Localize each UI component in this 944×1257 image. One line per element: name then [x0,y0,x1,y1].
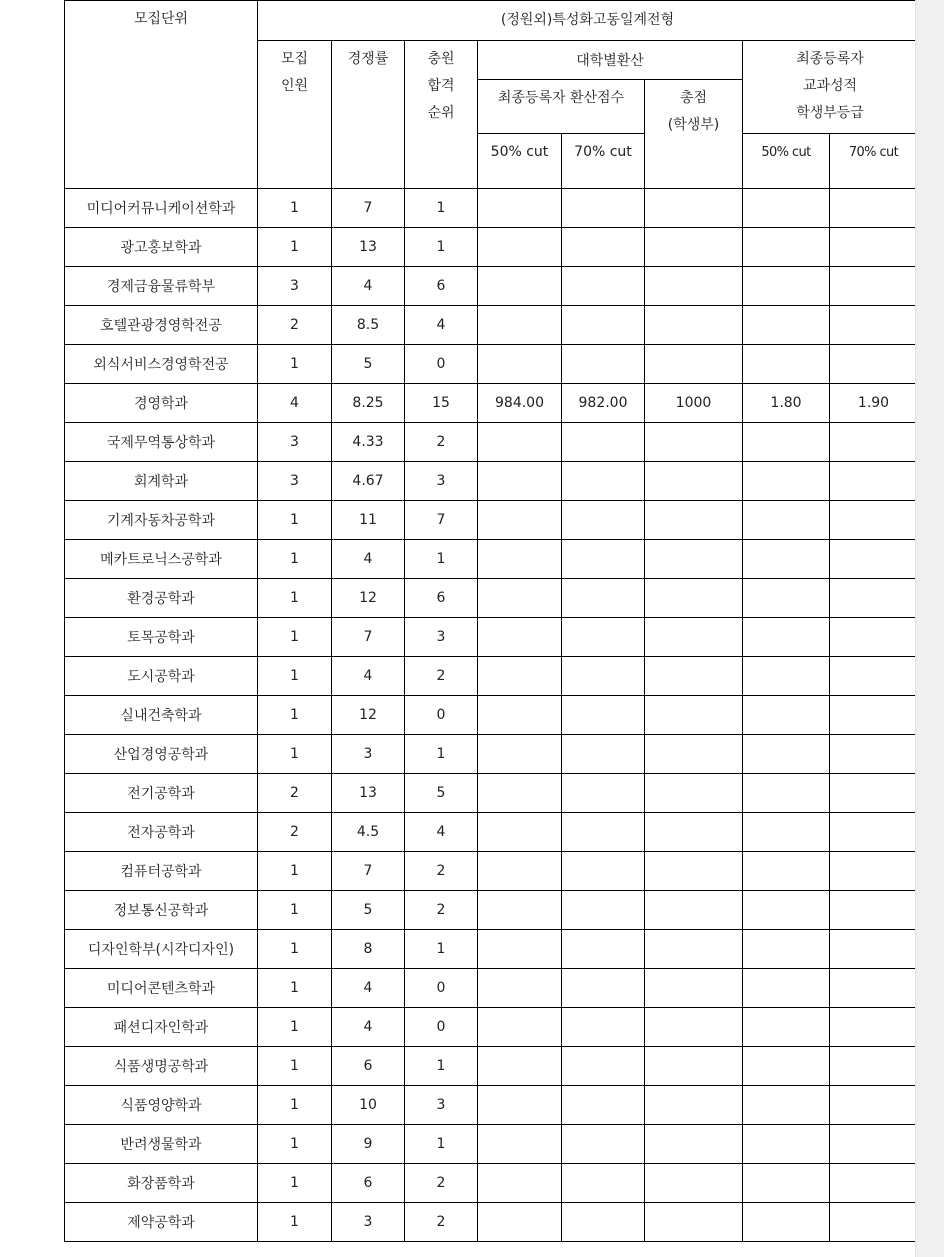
cell-score50 [478,618,562,657]
header-quota: 모집 인원 [258,41,332,189]
cell-grade50 [743,1125,830,1164]
cell-competition: 4 [332,267,405,306]
cell-competition: 6 [332,1047,405,1086]
cell-score50 [478,813,562,852]
header-competition: 경쟁률 [332,41,405,189]
cell-total [645,1164,743,1203]
cell-competition: 13 [332,774,405,813]
cell-grade70 [830,618,918,657]
cell-grade50: 1.80 [743,384,830,423]
cell-score70 [562,657,645,696]
table-row [65,501,918,540]
cell-score70 [562,1086,645,1125]
cell-score70 [562,735,645,774]
cell-waitlist: 4 [405,306,478,345]
cell-waitlist: 0 [405,1008,478,1047]
cell-waitlist: 2 [405,657,478,696]
cell-competition: 7 [332,189,405,228]
cell-grade50 [743,969,830,1008]
cell-grade50 [743,579,830,618]
cell-score70 [562,1008,645,1047]
cell-waitlist: 0 [405,696,478,735]
cell-waitlist: 1 [405,930,478,969]
cell-waitlist: 5 [405,774,478,813]
cell-total [645,540,743,579]
cell-grade70 [830,891,918,930]
cell-grade70 [830,306,918,345]
cell-grade70 [830,501,918,540]
table-row [65,696,918,735]
cell-grade50 [743,813,830,852]
cell-quota: 1 [258,1203,332,1242]
cell-unit: 경영학과 [65,384,258,423]
cell-competition: 7 [332,618,405,657]
cell-unit: 전자공학과 [65,813,258,852]
cell-unit: 미디어커뮤니케이션학과 [65,189,258,228]
cell-total [645,1086,743,1125]
cell-waitlist: 4 [405,813,478,852]
cell-grade70 [830,1164,918,1203]
cell-score50 [478,969,562,1008]
cell-quota: 1 [258,228,332,267]
header-grade-cut50: 50% cut [743,134,830,189]
cell-score70 [562,813,645,852]
cell-quota: 1 [258,657,332,696]
table-row [65,189,918,228]
cell-unit: 회계학과 [65,462,258,501]
cell-quota: 4 [258,384,332,423]
cell-competition: 3 [332,735,405,774]
cell-total [645,891,743,930]
cell-competition: 8 [332,930,405,969]
cell-grade70 [830,930,918,969]
cell-waitlist: 0 [405,345,478,384]
cell-grade70 [830,1203,918,1242]
cell-grade50 [743,228,830,267]
header-univ-conversion: 대학별환산 [478,41,743,80]
cell-score50 [478,696,562,735]
cell-waitlist: 1 [405,1125,478,1164]
cell-competition: 4 [332,540,405,579]
cell-grade50 [743,501,830,540]
cell-total [645,735,743,774]
cell-quota: 1 [258,930,332,969]
cell-competition: 10 [332,1086,405,1125]
cell-unit: 화장품학과 [65,1164,258,1203]
cell-grade50 [743,657,830,696]
cell-score50 [478,657,562,696]
header-total-score: 총점 (학생부) [645,80,743,189]
cell-unit: 컴퓨터공학과 [65,852,258,891]
cell-grade70 [830,969,918,1008]
cell-grade50 [743,189,830,228]
cell-grade50 [743,1047,830,1086]
cell-score70 [562,423,645,462]
cell-score50 [478,579,562,618]
cell-quota: 3 [258,423,332,462]
cell-total [645,462,743,501]
table-row [65,891,918,930]
cell-waitlist: 2 [405,891,478,930]
cell-score50 [478,774,562,813]
cell-score50 [478,228,562,267]
cell-score70: 982.00 [562,384,645,423]
cell-grade70 [830,228,918,267]
cell-waitlist: 3 [405,462,478,501]
cell-score70 [562,1125,645,1164]
cell-unit: 식품영양학과 [65,1086,258,1125]
cell-grade70 [830,423,918,462]
cell-grade50 [743,891,830,930]
header-final-converted-score: 최종등록자 환산점수 [478,80,645,134]
table-row [65,657,918,696]
cell-quota: 1 [258,1086,332,1125]
cell-waitlist: 15 [405,384,478,423]
cell-competition: 12 [332,696,405,735]
cell-total [645,345,743,384]
cell-unit: 반려생물학과 [65,1125,258,1164]
cell-waitlist: 2 [405,852,478,891]
cell-competition: 6 [332,1164,405,1203]
cell-score50 [478,462,562,501]
cell-total [645,774,743,813]
cell-grade70 [830,1086,918,1125]
cell-grade50 [743,345,830,384]
cell-quota: 1 [258,345,332,384]
cell-total [645,1047,743,1086]
cell-unit: 광고홍보학과 [65,228,258,267]
cell-competition: 5 [332,891,405,930]
cell-score70 [562,462,645,501]
cell-unit: 외식서비스경영학전공 [65,345,258,384]
table-row [65,228,918,267]
cell-score70 [562,579,645,618]
cell-grade70: 1.90 [830,384,918,423]
cell-competition: 9 [332,1125,405,1164]
cell-quota: 1 [258,1164,332,1203]
cell-waitlist: 6 [405,579,478,618]
header-score-cut70: 70% cut [562,134,645,189]
cell-grade70 [830,852,918,891]
cell-unit: 제약공학과 [65,1203,258,1242]
cell-score50 [478,891,562,930]
cell-total [645,618,743,657]
cell-quota: 1 [258,696,332,735]
cell-competition: 7 [332,852,405,891]
cell-quota: 1 [258,735,332,774]
cell-waitlist: 1 [405,1047,478,1086]
table-body [65,189,918,1242]
table-row [65,1164,918,1203]
cell-unit: 메카트로닉스공학과 [65,540,258,579]
cell-quota: 1 [258,1125,332,1164]
cell-quota: 1 [258,1008,332,1047]
header-admission-type: (정원외)특성화고동일계전형 [258,1,918,41]
cell-competition: 3 [332,1203,405,1242]
cell-score50 [478,852,562,891]
cell-grade70 [830,1008,918,1047]
cell-competition: 4 [332,657,405,696]
cell-competition: 13 [332,228,405,267]
cell-competition: 12 [332,579,405,618]
cell-grade50 [743,735,830,774]
cell-score70 [562,1164,645,1203]
cell-grade70 [830,774,918,813]
cell-waitlist: 3 [405,1086,478,1125]
cell-total [645,852,743,891]
cell-grade70 [830,579,918,618]
cell-total [645,189,743,228]
cell-score50 [478,1203,562,1242]
cell-total [645,1008,743,1047]
cell-total [645,813,743,852]
cell-total [645,306,743,345]
cell-unit: 정보통신공학과 [65,891,258,930]
table-row [65,1008,918,1047]
cell-score70 [562,852,645,891]
cell-unit: 호텔관광경영학전공 [65,306,258,345]
header-final-grade: 최종등록자 교과성적 학생부등급 [743,41,918,134]
cell-competition: 4.67 [332,462,405,501]
cell-total [645,930,743,969]
scrollbar-track[interactable] [915,0,930,1257]
cell-score70 [562,189,645,228]
cell-competition: 5 [332,345,405,384]
table-row [65,1203,918,1242]
cell-unit: 디자인학부(시각디자인) [65,930,258,969]
cell-competition: 11 [332,501,405,540]
table-row [65,306,918,345]
cell-quota: 2 [258,813,332,852]
cell-total [645,501,743,540]
cell-unit: 미디어콘텐츠학과 [65,969,258,1008]
cell-score50 [478,189,562,228]
cell-quota: 1 [258,501,332,540]
cell-grade70 [830,345,918,384]
cell-unit: 산업경영공학과 [65,735,258,774]
table-row [65,1047,918,1086]
cell-unit: 식품생명공학과 [65,1047,258,1086]
table-row [65,345,918,384]
cell-total: 1000 [645,384,743,423]
cell-competition: 4 [332,1008,405,1047]
table-row [65,1125,918,1164]
cell-unit: 실내건축학과 [65,696,258,735]
cell-score70 [562,501,645,540]
cell-grade70 [830,189,918,228]
table-row [65,969,918,1008]
cell-quota: 1 [258,189,332,228]
table-header [65,1,918,189]
cell-score70 [562,696,645,735]
cell-grade50 [743,1008,830,1047]
header-score-cut50: 50% cut [478,134,562,189]
cell-unit: 도시공학과 [65,657,258,696]
cell-score50: 984.00 [478,384,562,423]
cell-competition: 8.25 [332,384,405,423]
cell-score50 [478,345,562,384]
cell-score50 [478,423,562,462]
cell-waitlist: 7 [405,501,478,540]
cell-quota: 1 [258,1047,332,1086]
cell-grade70 [830,1125,918,1164]
cell-waitlist: 3 [405,618,478,657]
cell-grade70 [830,813,918,852]
cell-grade70 [830,657,918,696]
cell-score70 [562,306,645,345]
cell-waitlist: 0 [405,969,478,1008]
cell-quota: 3 [258,267,332,306]
cell-grade50 [743,1086,830,1125]
cell-waitlist: 2 [405,1203,478,1242]
cell-quota: 2 [258,774,332,813]
cell-score50 [478,1164,562,1203]
table-row [65,579,918,618]
cell-score70 [562,774,645,813]
cell-total [645,657,743,696]
table-row [65,462,918,501]
cell-score50 [478,540,562,579]
table-row [65,267,918,306]
cell-score70 [562,1203,645,1242]
cell-waitlist: 1 [405,189,478,228]
cell-competition: 4.33 [332,423,405,462]
admissions-results-table [64,0,918,1242]
cell-grade50 [743,1164,830,1203]
cell-score50 [478,1125,562,1164]
cell-score50 [478,1086,562,1125]
header-unit: 모집단위 [65,1,258,189]
cell-score70 [562,969,645,1008]
cell-score50 [478,1047,562,1086]
cell-unit: 전기공학과 [65,774,258,813]
table-row [65,813,918,852]
header-waitlist: 충원 합격 순위 [405,41,478,189]
cell-grade70 [830,462,918,501]
cell-total [645,696,743,735]
cell-quota: 1 [258,852,332,891]
cell-total [645,267,743,306]
cell-quota: 2 [258,306,332,345]
cell-total [645,969,743,1008]
cell-waitlist: 2 [405,423,478,462]
cell-unit: 기계자동차공학과 [65,501,258,540]
table-row [65,384,918,423]
cell-score50 [478,501,562,540]
cell-unit: 국제무역통상학과 [65,423,258,462]
cell-total [645,579,743,618]
cell-grade70 [830,696,918,735]
cell-grade50 [743,540,830,579]
cell-grade50 [743,696,830,735]
cell-quota: 1 [258,891,332,930]
cell-score70 [562,540,645,579]
cell-score70 [562,345,645,384]
cell-unit: 경제금융물류학부 [65,267,258,306]
cell-competition: 4.5 [332,813,405,852]
cell-quota: 1 [258,618,332,657]
cell-quota: 1 [258,969,332,1008]
cell-waitlist: 1 [405,540,478,579]
cell-grade50 [743,774,830,813]
table-row [65,774,918,813]
cell-grade50 [743,618,830,657]
cell-total [645,423,743,462]
cell-waitlist: 1 [405,228,478,267]
cell-score50 [478,1008,562,1047]
cell-grade50 [743,267,830,306]
cell-score70 [562,930,645,969]
cell-score70 [562,1047,645,1086]
table-row [65,1086,918,1125]
table-row [65,540,918,579]
cell-score70 [562,228,645,267]
cell-total [645,228,743,267]
table-row [65,423,918,462]
cell-grade50 [743,930,830,969]
cell-score50 [478,930,562,969]
table-row [65,735,918,774]
cell-waitlist: 1 [405,735,478,774]
cell-grade70 [830,267,918,306]
table-row [65,618,918,657]
cell-unit: 환경공학과 [65,579,258,618]
cell-waitlist: 2 [405,1164,478,1203]
cell-score70 [562,267,645,306]
cell-unit: 패션디자인학과 [65,1008,258,1047]
cell-grade50 [743,306,830,345]
table-row [65,930,918,969]
cell-score50 [478,306,562,345]
cell-grade70 [830,540,918,579]
cell-grade70 [830,1047,918,1086]
cell-competition: 4 [332,969,405,1008]
cell-score70 [562,618,645,657]
cell-total [645,1203,743,1242]
cell-grade50 [743,852,830,891]
table-row [65,852,918,891]
cell-grade50 [743,1203,830,1242]
cell-grade50 [743,462,830,501]
cell-grade50 [743,423,830,462]
cell-grade70 [830,735,918,774]
cell-total [645,1125,743,1164]
cell-unit: 토목공학과 [65,618,258,657]
cell-competition: 8.5 [332,306,405,345]
cell-quota: 3 [258,462,332,501]
cell-score50 [478,267,562,306]
cell-quota: 1 [258,540,332,579]
cell-quota: 1 [258,579,332,618]
header-grade-cut70: 70% cut [830,134,918,189]
cell-score50 [478,735,562,774]
cell-score70 [562,891,645,930]
cell-waitlist: 6 [405,267,478,306]
